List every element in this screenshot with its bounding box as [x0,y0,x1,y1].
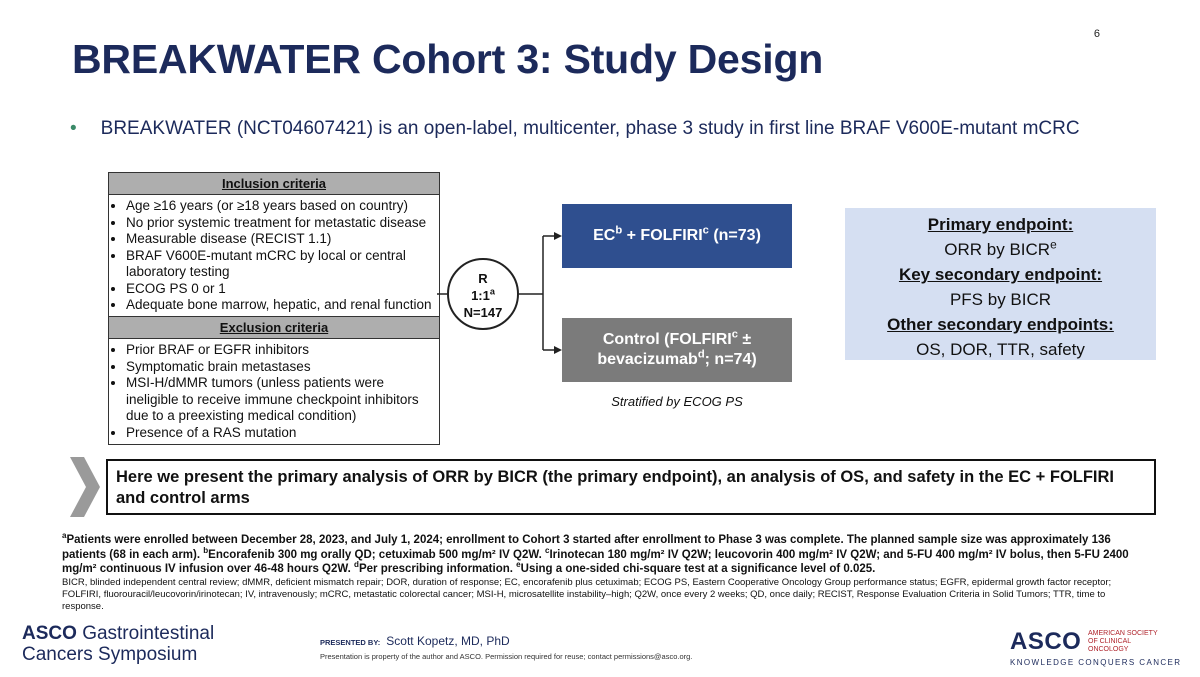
asco-society-name: AMERICAN SOCIETY OF CLINICAL ONCOLOGY [1088,630,1158,653]
other-secondary-value: OS, DOR, TTR, safety [916,340,1085,359]
slide-title: BREAKWATER Cohort 3: Study Design [72,36,824,82]
inclusion-criteria-list [109,198,439,314]
rand-r: R [478,271,488,286]
stratification-note: Stratified by ECOG PS [611,394,743,409]
intro-bullet-text: BREAKWATER (NCT04607421) is an open-label, multicenter, phase 3 study in first line BRAF V600E-mutant mCRC [100,118,1080,139]
arm1-label: $EC^b$ + $FOLFIRI^c$ (n=73) [593,224,761,244]
asco-tagline: KNOWLEDGE CONQUERS CANCER [1010,658,1182,667]
intro-bullet [70,118,1080,140]
inclusion-item: • BRAF V600E-mutant mCRC by local or central laboratory testing [126,248,439,281]
other-secondary-heading: Other secondary endpoints: [887,315,1114,334]
rand-ratio: 1:1$^a$ [471,286,495,303]
exclusion-item: • Prior BRAF or EGFR inhibitors [126,342,439,359]
endpoints-box [845,208,1156,360]
chevron-right-icon [70,457,100,517]
inclusion-item: • Adequate bone marrow, hepatic, and renal function [126,297,439,314]
abbreviations: BICR, blinded independent central review; dMMR, deficient mismatch repair; DOR, duration of response; EC, encorafenib plus cetuximab; ECOG PS, Eastern Cooperative Oncology Group performance status; EGFR, epidermal growth factor receptor; FOLFIRI, fluorouracil/leucovorin/irinotecan; IV, intravenously; mCRC, metastatic colorectal cancer; MSI-H, microsatellite instability–high; Q2W, once every 2 weeks; QD, once daily; RECIST, Response Evaluation Criteria in Solid Tumors; TTR, time to response. [62,577,1112,612]
exclusion-item: • Symptomatic brain metastases [126,359,439,376]
property-note: Presentation is property of the author and ASCO. Permission required for reuse; contact permissions@asco.org. [320,652,693,661]
inclusion-criteria-heading: Inclusion criteria [109,173,439,195]
arm-ec-folfiri [562,204,792,268]
exclusion-criteria-list [109,342,439,441]
presenter-name: Scott Kopetz, MD, PhD [386,634,510,648]
presented-by-label: PRESENTED BY: [320,638,381,647]
exclusion-item: • MSI-H/dMMR tumors (unless patients were ineligible to receive immune checkpoint inhibitors due to a preexisting medical condition) [126,375,439,425]
arm2-label: Control ($FOLFIRI^c$ ± bevacizumab$^d$; n=74) [597,328,757,368]
inclusion-item: • Age ≥16 years (or ≥18 years based on country) [126,198,439,215]
asco-gi-logo: ASCO Gastrointestinal Cancers Symposium [22,623,215,665]
inclusion-item: • No prior systemic treatment for metastatic disease [126,215,439,232]
summary-callout: Here we present the primary analysis of ORR by BICR (the primary endpoint), an analysis of OS, and safety in the EC + FOLFIRI and control arms [106,459,1156,515]
asco-logo [1010,628,1181,667]
arm2-arrowhead [554,346,562,354]
primary-endpoint-value: ORR by BICR$^e$ [944,237,1057,259]
asco-wordmark: ASCO [1010,628,1082,655]
inclusion-item: • Measurable disease (RECIST 1.1) [126,231,439,248]
primary-endpoint-heading: Primary endpoint: [927,215,1074,234]
inclusion-item: • ECOG PS 0 or 1 [126,281,439,298]
rand-n: N=147 [463,305,503,320]
page-number: 6 [1093,28,1100,40]
randomization-circle [447,258,519,330]
key-secondary-value: PFS by BICR [949,290,1052,309]
arm-control [562,318,792,382]
exclusion-criteria-box [108,316,440,445]
footnotes-main: $^a$Patients were enrolled between December 28, 2023, and July 1, 2024; enrollment to Cohort 3 started after enrollment to Phase 3 was complete. The planned sample size was approximately 136 patients (68 in each arm). $^b$Encorafenib 300 mg orally QD; cetuximab 500 mg/m² IV Q2W. $^c$Irinotecan 180 mg/m² IV Q2W; leucovorin 400 mg/m² IV Q2W; and 5-FU 400 mg/m² IV bolus, then 5-FU 2400 mg/m² continuous IV infusion over 46-48 hours Q2W. $^d$Per prescribing information. $^e$Using a one-sided chi-square test at a significance level of 0.025. [62,531,1129,575]
exclusion-criteria-heading: Exclusion criteria [109,317,439,339]
exclusion-item: • Presence of a RAS mutation [126,425,439,442]
presented-by [320,634,510,648]
inclusion-criteria-box [108,172,440,318]
key-secondary-heading: Key secondary endpoint: [898,265,1103,284]
bullet-icon: • [70,118,77,139]
arm1-arrowhead [554,232,562,240]
